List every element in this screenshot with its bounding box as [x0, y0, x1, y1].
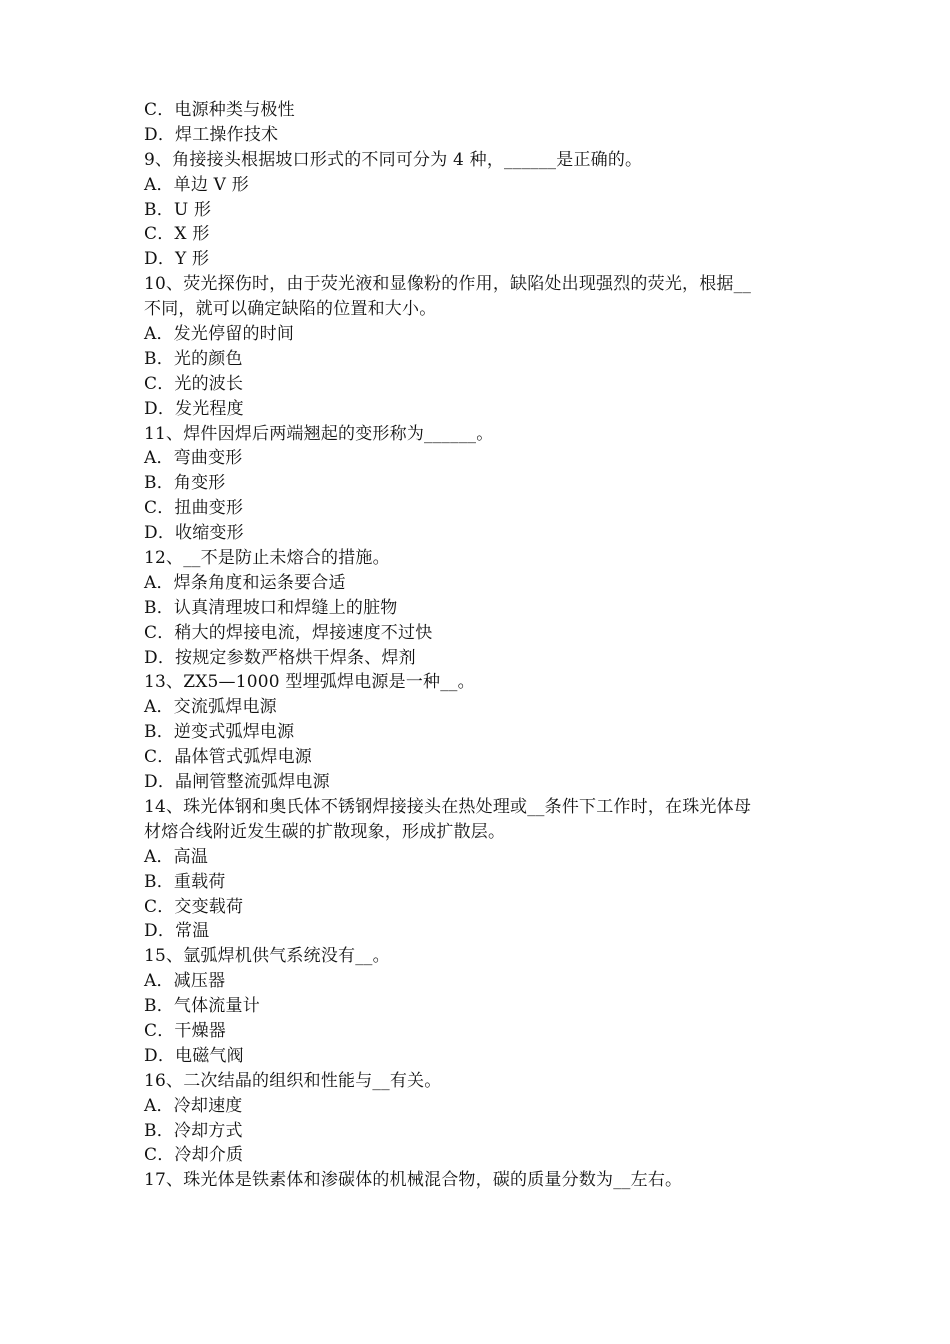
option-d-q11: D．收缩变形 — [144, 523, 244, 544]
option-c-q15: C．干燥器 — [144, 1020, 227, 1041]
option-d-q15: D．电磁气阀 — [144, 1045, 244, 1066]
option-b-q12: B．认真清理坡口和焊缝上的脏物 — [144, 597, 398, 618]
option-d-q13: D．晶闸管整流弧焊电源 — [144, 772, 330, 793]
option-d-q10: D．发光程度 — [144, 398, 244, 419]
option-b-q10: B．光的颜色 — [144, 348, 243, 369]
question-14: 14、珠光体钢和奥氏体不锈钢焊接接头在热处理或__条件下工作时，在珠光体母 — [144, 796, 752, 817]
option-d-q12: D．按规定参数严格烘干焊条、焊剂 — [144, 647, 416, 668]
question-13: 13、ZX5—1000 型埋弧焊电源是一种__。 — [144, 672, 475, 693]
option-a-q16: A．冷却速度 — [144, 1095, 243, 1116]
option-c-q8: C．电源种类与极性 — [144, 100, 295, 120]
option-d-q9: D．Y 形 — [144, 249, 210, 270]
question-9: 9、角接接头根据坡口形式的不同可分为 4 种，______是正确的。 — [144, 149, 643, 170]
option-c-q12: C．稍大的焊接电流，焊接速度不过快 — [144, 622, 433, 643]
question-10: 10、荧光探伤时，由于荧光液和显像粉的作用，缺陷处出现强烈的荧光，根据__ — [144, 274, 752, 295]
question-14-cont: 材熔合线附近发生碳的扩散现象，形成扩散层。 — [144, 821, 506, 842]
option-b-q9: B．U 形 — [144, 199, 212, 220]
option-b-q15: B．气体流量计 — [144, 996, 260, 1017]
option-a-q10: A．发光停留的时间 — [144, 324, 295, 345]
option-a-q9: A．单边 V 形 — [144, 174, 249, 195]
option-c-q10: C．光的波长 — [144, 373, 244, 394]
question-10-cont: 不同，就可以确定缺陷的位置和大小。 — [144, 299, 437, 320]
option-c-q13: C．晶体管式弧焊电源 — [144, 747, 313, 768]
option-d-q8: D．焊工操作技术 — [144, 124, 279, 145]
option-a-q14: A．高温 — [144, 846, 209, 867]
question-17: 17、珠光体是铁素体和渗碳体的机械混合物，碳的质量分数为__左右。 — [144, 1170, 683, 1191]
question-16: 16、二次结晶的组织和性能与__有关。 — [144, 1070, 442, 1091]
option-a-q13: A．交流弧焊电源 — [144, 697, 277, 718]
option-c-q9: C．X 形 — [144, 224, 210, 245]
document-body — [144, 98, 814, 1193]
option-d-q14: D．常温 — [144, 921, 210, 942]
option-a-q15: A．减压器 — [144, 971, 226, 992]
option-a-q12: A．焊条角度和运条要合适 — [144, 572, 346, 593]
option-c-q11: C．扭曲变形 — [144, 498, 244, 519]
option-b-q14: B．重载荷 — [144, 871, 226, 892]
option-a-q11: A．弯曲变形 — [144, 448, 243, 469]
question-12: 12、__不是防止未熔合的措施。 — [144, 548, 390, 569]
option-b-q11: B．角变形 — [144, 473, 226, 494]
question-15: 15、氩弧焊机供气系统没有__。 — [144, 946, 390, 967]
option-c-q14: C．交变载荷 — [144, 896, 244, 917]
option-c-q16: C．冷却介质 — [144, 1145, 244, 1166]
option-b-q13: B．逆变式弧焊电源 — [144, 722, 295, 743]
option-b-q16: B．冷却方式 — [144, 1120, 243, 1141]
question-11: 11、焊件因焊后两端翘起的变形称为______。 — [144, 423, 494, 444]
